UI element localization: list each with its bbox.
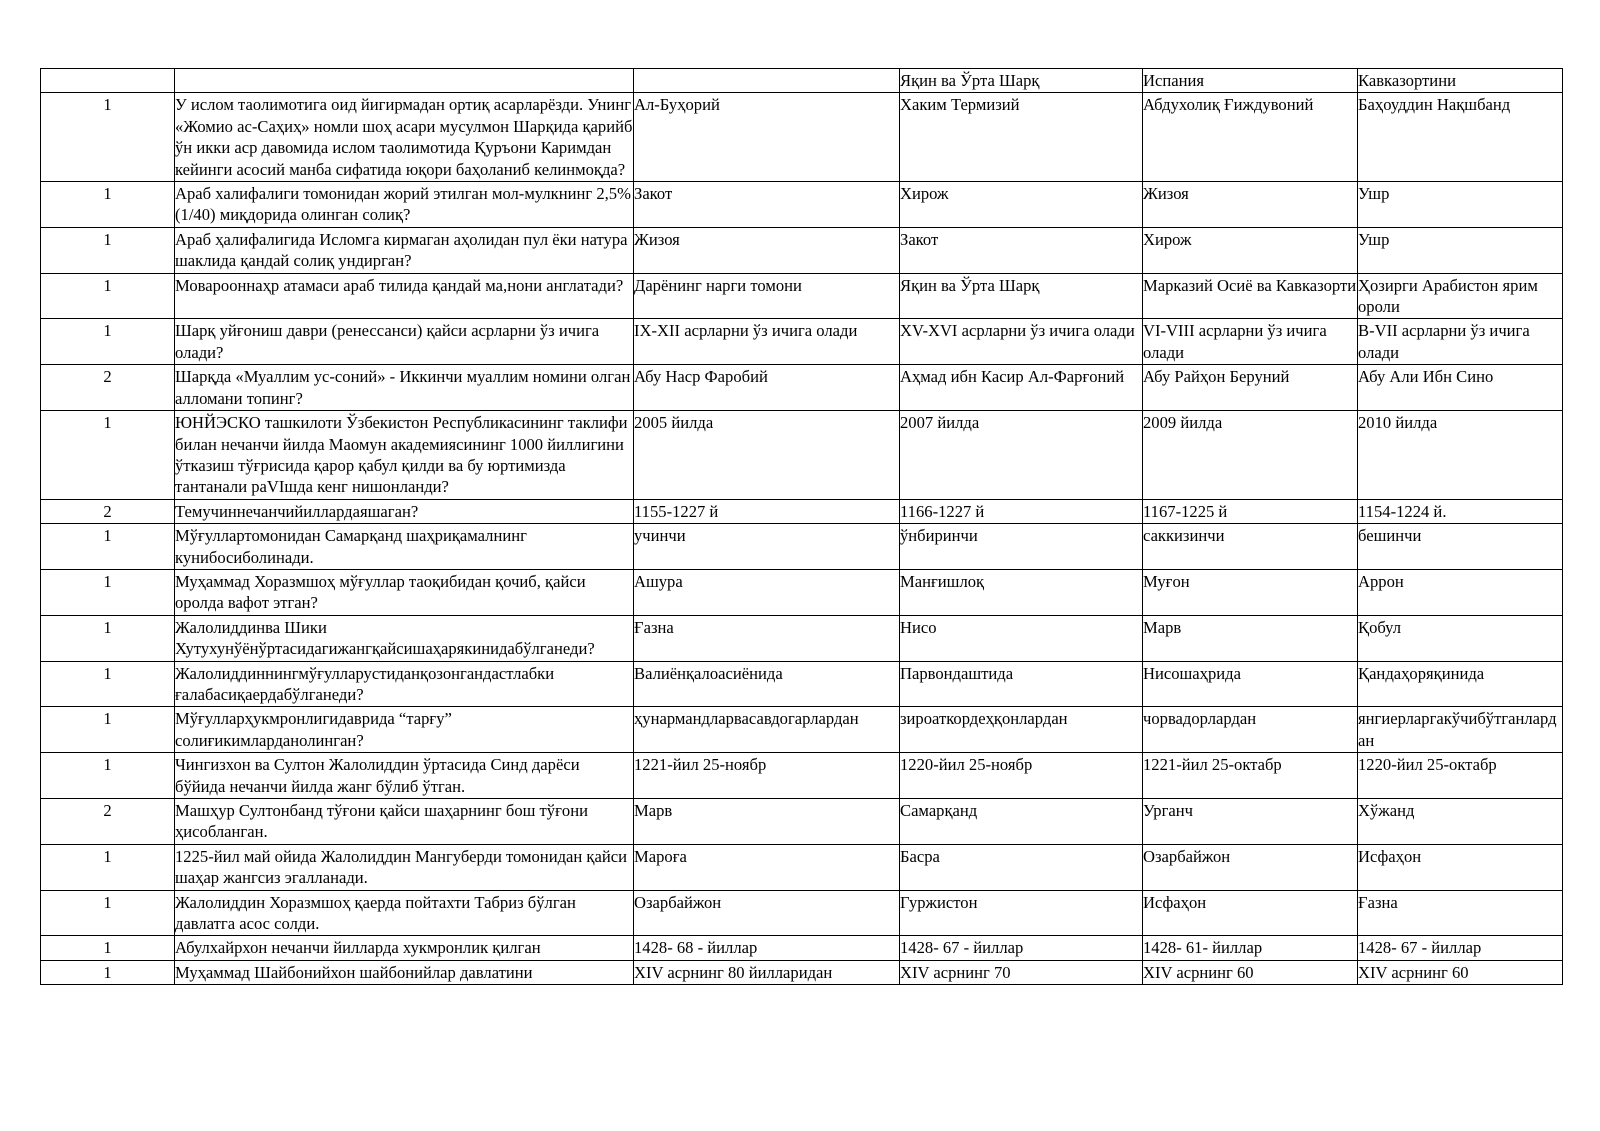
option-c-cell: XIV асрнинг 60 (1143, 960, 1358, 984)
option-d-cell: XIV асрнинг 60 (1358, 960, 1563, 984)
question-cell: У ислом таолимотига оид йигирмадан ортиқ асарларёзди. Унинг «Жомио ас-Саҳиҳ» номли шоҳ асари мусулмон Шарқида қарийб ўн икки аср давомида ислом таолимотида Қуръони Каримдан кейинги асосий манба сифатида юқори баҳоланиб келинмоқда? (175, 93, 634, 182)
table-row (41, 365, 1563, 411)
number-cell: 1 (41, 273, 175, 319)
option-a-cell: ҳунармандларвасавдогарлардан (634, 707, 900, 753)
question-cell: 1225-йил май ойида Жалолиддин Мангуберди томонидан қайси шаҳар жангсиз эгалланади. (175, 844, 634, 890)
number-cell: 1 (41, 319, 175, 365)
option-b-cell: Яқин ва Ўрта Шарқ (900, 273, 1143, 319)
question-cell: Шарқ уйғониш даври (ренессанси) қайси асрларни ўз ичига олади? (175, 319, 634, 365)
table-row (41, 890, 1563, 936)
question-cell: Муҳаммад Хоразмшоҳ мўғуллар таоқибидан қочиб, қайси оролда вафот этган? (175, 569, 634, 615)
option-c-cell: саккизинчи (1143, 524, 1358, 570)
number-cell: 1 (41, 93, 175, 182)
number-cell: 1 (41, 411, 175, 500)
number-cell: 1 (41, 890, 175, 936)
table-row (41, 936, 1563, 960)
question-cell: Мўғулларҳукмронлигидаврида “тарғу” солиғикимларданолинган? (175, 707, 634, 753)
option-c-cell: Исфаҳон (1143, 890, 1358, 936)
option-b-cell: зироаткордеҳқонлардан (900, 707, 1143, 753)
number-cell: 1 (41, 227, 175, 273)
table-row (41, 753, 1563, 799)
number-cell: 1 (41, 569, 175, 615)
option-a-cell: Жизоя (634, 227, 900, 273)
question-cell: Машҳур Султонбанд тўғони қайси шаҳарнинг бош тўғони ҳисобланган. (175, 799, 634, 845)
option-b-cell: XIV асрнинг 70 (900, 960, 1143, 984)
question-cell: ЮНЙЭСКО ташкилоти Ўзбекистон Республикасининг таклифи билан нечанчи йилда Маомун академиясининг 1000 йиллигини ўтказиш тўғрисида қарор қабул қилди ва бу юртимизда тантанали раVIшда кенг нишонланди? (175, 411, 634, 500)
option-c-cell: чорвадорлардан (1143, 707, 1358, 753)
option-b-cell: Закот (900, 227, 1143, 273)
option-a-cell: Абу Наср Фаробий (634, 365, 900, 411)
option-b-cell: Хаким Термизий (900, 93, 1143, 182)
option-b-cell: 1166-1227 й (900, 499, 1143, 523)
option-c-cell: 1428- 61- йиллар (1143, 936, 1358, 960)
option-c-cell: Хирож (1143, 227, 1358, 273)
option-b-cell: Хирож (900, 182, 1143, 228)
option-d-cell: 1428- 67 - йиллар (1358, 936, 1563, 960)
option-b-cell: Нисо (900, 615, 1143, 661)
option-d-cell: Қобул (1358, 615, 1563, 661)
option-d-cell: бешинчи (1358, 524, 1563, 570)
number-cell: 1 (41, 182, 175, 228)
option-d-cell: янгиерларгакўчибўтганлардан (1358, 707, 1563, 753)
number-cell: 1 (41, 661, 175, 707)
table-row (41, 569, 1563, 615)
table-row (41, 524, 1563, 570)
number-cell: 2 (41, 799, 175, 845)
option-c-cell: Абдухолиқ Ғиждувоний (1143, 93, 1358, 182)
option-a-cell: 1428- 68 - йиллар (634, 936, 900, 960)
header-question-cell (175, 69, 634, 93)
table-row (41, 661, 1563, 707)
option-c-cell: Урганч (1143, 799, 1358, 845)
table-row (41, 960, 1563, 984)
option-d-cell: Абу Али Ибн Сино (1358, 365, 1563, 411)
table-row (41, 844, 1563, 890)
option-c-cell: Нисошаҳрида (1143, 661, 1358, 707)
number-cell: 1 (41, 707, 175, 753)
question-cell: Жалолиддиннингмўғулларустиданқозонгандастлабки ғалабасиқаердабўлганеди? (175, 661, 634, 707)
option-a-cell: 1155-1227 й (634, 499, 900, 523)
option-a-cell: Закот (634, 182, 900, 228)
question-cell: Мўғуллартомонидан Самарқанд шаҳриқамалнинг кунибосиболинади. (175, 524, 634, 570)
table-row (41, 615, 1563, 661)
option-a-cell: Ғазна (634, 615, 900, 661)
option-b-cell: 2007 йилда (900, 411, 1143, 500)
option-a-cell: Ал-Буҳорий (634, 93, 900, 182)
option-d-cell: Ушр (1358, 227, 1563, 273)
table-row (41, 707, 1563, 753)
header-option-c-cell: Испания (1143, 69, 1358, 93)
option-c-cell: Абу Райҳон Беруний (1143, 365, 1358, 411)
option-a-cell: Дарёнинг нарги томони (634, 273, 900, 319)
option-b-cell: Парвондаштида (900, 661, 1143, 707)
option-d-cell: Ҳозирги Арабистон ярим ороли (1358, 273, 1563, 319)
option-b-cell: 1428- 67 - йиллар (900, 936, 1143, 960)
question-cell: Шарқда «Муаллим ус-соний» - Иккинчи муаллим номини олган алломани топинг? (175, 365, 634, 411)
question-cell: Абулхайрхон нечанчи йилларда хукмронлик қилган (175, 936, 634, 960)
option-d-cell: Аррон (1358, 569, 1563, 615)
option-a-cell: Мароға (634, 844, 900, 890)
header-option-a-cell (634, 69, 900, 93)
option-c-cell: Озарбайжон (1143, 844, 1358, 890)
option-d-cell: Хўжанд (1358, 799, 1563, 845)
option-b-cell: ўнбиринчи (900, 524, 1143, 570)
question-cell: Темучиннечанчийиллардаяшаган? (175, 499, 634, 523)
option-d-cell: 2010 йилда (1358, 411, 1563, 500)
option-b-cell: Самарқанд (900, 799, 1143, 845)
option-c-cell: Муғон (1143, 569, 1358, 615)
option-d-cell: Қандаҳоряқинида (1358, 661, 1563, 707)
question-cell: Араб халифалиги томонидан жорий этилган мол-мулкнинг 2,5% (1/40) миқдорида олинган солиқ? (175, 182, 634, 228)
option-a-cell: учинчи (634, 524, 900, 570)
number-cell: 1 (41, 524, 175, 570)
option-c-cell: Жизоя (1143, 182, 1358, 228)
question-cell: Араб ҳалифалигида Исломга кирмаган аҳолидан пул ёки натура шаклида қандай солиқ ундирган? (175, 227, 634, 273)
table-row (41, 319, 1563, 365)
question-cell: Моварооннаҳр атамаси араб тилида қандай ма,нони англатади? (175, 273, 634, 319)
option-b-cell: XV-XVI асрларни ўз ичига олади (900, 319, 1143, 365)
number-cell: 1 (41, 936, 175, 960)
option-c-cell: Марказий Осиё ва Кавказорти (1143, 273, 1358, 319)
option-d-cell: 1220-йил 25-октабр (1358, 753, 1563, 799)
option-d-cell: Исфаҳон (1358, 844, 1563, 890)
option-c-cell: 1167-1225 й (1143, 499, 1358, 523)
table-row (41, 499, 1563, 523)
question-cell: Муҳаммад Шайбонийхон шайбонийлар давлатини (175, 960, 634, 984)
table-header-row (41, 69, 1563, 93)
option-d-cell: 1154-1224 й. (1358, 499, 1563, 523)
option-b-cell: Басра (900, 844, 1143, 890)
option-c-cell: Марв (1143, 615, 1358, 661)
option-a-cell: XIV асрнинг 80 йилларидан (634, 960, 900, 984)
option-a-cell: Ашура (634, 569, 900, 615)
question-cell: Чингизхон ва Султон Жалолиддин ўртасида Синд дарёси бўйида нечанчи йилда жанг бўлиб ўтган. (175, 753, 634, 799)
question-cell: Жалолиддинва Шики Хутухунўёнўртасидагижангқайсишаҳарякинидабўлганеди? (175, 615, 634, 661)
option-d-cell: Баҳоуддин Нақшбанд (1358, 93, 1563, 182)
option-a-cell: 2005 йилда (634, 411, 900, 500)
option-a-cell: IX-XII асрларни ўз ичига олади (634, 319, 900, 365)
option-a-cell: 1221-йил 25-ноябр (634, 753, 900, 799)
option-c-cell: 2009 йилда (1143, 411, 1358, 500)
header-number-cell (41, 69, 175, 93)
option-d-cell: Ғазна (1358, 890, 1563, 936)
number-cell: 1 (41, 615, 175, 661)
option-d-cell: B-VII асрларни ўз ичига олади (1358, 319, 1563, 365)
number-cell: 1 (41, 844, 175, 890)
quiz-table (40, 68, 1563, 985)
option-c-cell: VI-VIII асрларни ўз ичига олади (1143, 319, 1358, 365)
number-cell: 2 (41, 499, 175, 523)
number-cell: 2 (41, 365, 175, 411)
option-b-cell: 1220-йил 25-ноябр (900, 753, 1143, 799)
number-cell: 1 (41, 960, 175, 984)
question-cell: Жалолиддин Хоразмшоҳ қаерда пойтахти Табриз бўлган давлатга асос солди. (175, 890, 634, 936)
table-row (41, 799, 1563, 845)
option-a-cell: Валиёнқалоасиёнида (634, 661, 900, 707)
option-b-cell: Гуржистон (900, 890, 1143, 936)
table-row (41, 182, 1563, 228)
option-b-cell: Аҳмад ибн Касир Ал-Фарғоний (900, 365, 1143, 411)
number-cell: 1 (41, 753, 175, 799)
option-a-cell: Марв (634, 799, 900, 845)
option-a-cell: Озарбайжон (634, 890, 900, 936)
table-row (41, 273, 1563, 319)
table-row (41, 411, 1563, 500)
header-option-b-cell: Яқин ва Ўрта Шарқ (900, 69, 1143, 93)
table-row (41, 93, 1563, 182)
header-option-d-cell: Кавказортини (1358, 69, 1563, 93)
option-b-cell: Манғишлоқ (900, 569, 1143, 615)
option-d-cell: Ушр (1358, 182, 1563, 228)
table-row (41, 227, 1563, 273)
option-c-cell: 1221-йил 25-октабр (1143, 753, 1358, 799)
